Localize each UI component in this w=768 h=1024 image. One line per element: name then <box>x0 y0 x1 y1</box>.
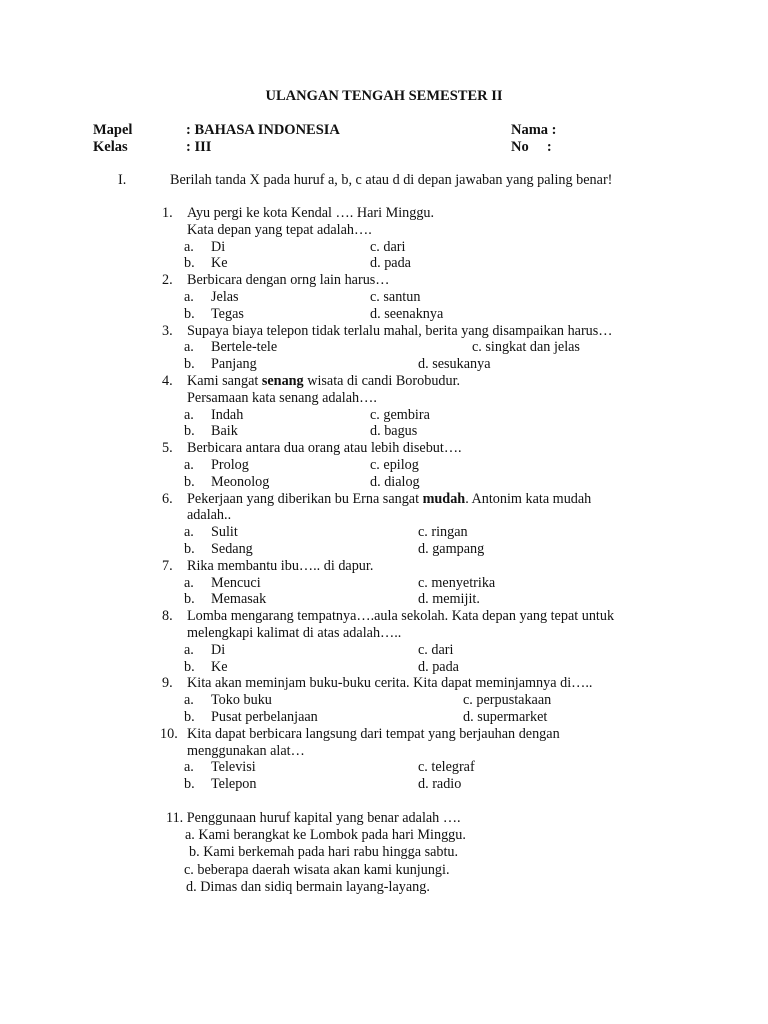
question-text: menggunakan alat… <box>187 742 305 759</box>
option-d: d. seenaknya <box>370 305 444 322</box>
option-c: c. dari <box>370 238 406 255</box>
option-c: c. perpustakaan <box>463 692 552 709</box>
question-text: melengkapi kalimat di atas adalah….. <box>187 624 402 641</box>
no-label: No : <box>511 139 552 155</box>
option-letter: a. <box>184 641 194 658</box>
option-letter: a. <box>184 456 194 473</box>
option-d: d. dialog <box>370 473 420 490</box>
question-number: 5. <box>162 440 173 457</box>
option-b: Panjang <box>211 356 257 373</box>
option-letter: b. <box>184 356 195 373</box>
option-letter: b. <box>184 473 195 490</box>
option-d: d. bagus <box>370 423 418 440</box>
question-4 <box>0 373 768 440</box>
option-letter: a. <box>184 524 194 541</box>
question-7 <box>0 558 768 608</box>
question-8 <box>0 608 768 675</box>
option-letter: a. <box>184 406 194 423</box>
option-d: d. radio <box>418 776 462 793</box>
option-b: Ke <box>211 255 228 272</box>
question-text: Berbicara dengan orng lain harus… <box>187 272 390 289</box>
question-number: 3. <box>162 322 173 339</box>
question-number: 9. <box>162 675 173 692</box>
kelas-value: : III <box>186 139 212 155</box>
question-text: Supaya biaya telepon tidak terlalu mahal, berita yang disampaikan harus… <box>187 322 613 339</box>
option-a: Sulit <box>211 524 238 541</box>
option-a: Televisi <box>211 759 256 776</box>
nama-label: Nama : <box>511 122 557 138</box>
option-b: Pusat perbelanjaan <box>211 708 318 725</box>
option-a: Di <box>211 641 226 658</box>
option-a: a. Kami berangkat ke Lombok pada hari Minggu. <box>185 827 466 844</box>
option-b: b. Kami berkemah pada hari rabu hingga sabtu. <box>189 844 459 861</box>
instruction-text: Berilah tanda X pada huruf a, b, c atau d di depan jawaban yang paling benar! <box>170 172 613 188</box>
question-text: 11. Penggunaan huruf kapital yang benar adalah …. <box>166 810 461 826</box>
mapel-label: Mapel <box>93 122 133 138</box>
question-2 <box>0 272 768 322</box>
question-3 <box>0 323 768 373</box>
option-letter: b. <box>184 540 195 557</box>
option-b: Tegas <box>211 305 244 322</box>
bold-word: senang <box>261 372 304 389</box>
option-letter: b. <box>184 708 195 725</box>
option-letter: b. <box>184 255 195 272</box>
option-d: d. Dimas dan sidiq bermain layang-layang. <box>186 878 430 895</box>
option-letter: a. <box>184 759 194 776</box>
question-text: Persamaan kata senang adalah…. <box>187 389 377 406</box>
question-text: Berbicara antara dua orang atau lebih disebut…. <box>187 440 462 457</box>
question-number: 8. <box>162 608 173 625</box>
option-d: d. pada <box>418 658 459 675</box>
option-d: d. memijit. <box>418 591 480 608</box>
option-d: d. supermarket <box>463 708 548 725</box>
option-letter: b. <box>184 658 195 675</box>
option-a: Di <box>211 238 226 255</box>
question-number: 10. <box>160 725 178 742</box>
kelas-label: Kelas <box>93 139 128 155</box>
option-a: Jelas <box>211 288 239 305</box>
option-letter: b. <box>184 591 195 608</box>
option-letter: a. <box>184 339 194 356</box>
option-b: Sedang <box>211 540 253 557</box>
option-a: Toko buku <box>211 692 272 709</box>
page-title: ULANGAN TENGAH SEMESTER II <box>265 88 503 104</box>
question-number: 7. <box>162 557 173 574</box>
instruction-number: I. <box>118 172 127 188</box>
option-d: d. pada <box>370 255 411 272</box>
option-letter: a. <box>184 288 194 305</box>
option-c: c. gembira <box>370 406 430 423</box>
question-text: adalah.. <box>187 507 232 524</box>
question-number: 6. <box>162 490 173 507</box>
question-text: Pekerjaan yang diberikan bu Erna sangat mudah. Antonim kata mudah <box>187 490 592 507</box>
option-letter: a. <box>184 574 194 591</box>
option-c: c. beberapa daerah wisata akan kami kunjungi. <box>184 861 450 878</box>
option-c: c. epilog <box>370 456 419 473</box>
question-10 <box>0 726 768 793</box>
option-d: d. sesukanya <box>418 356 491 373</box>
option-c: c. dari <box>418 641 454 658</box>
option-letter: a. <box>184 692 194 709</box>
question-list <box>0 205 768 793</box>
option-a: Indah <box>211 406 244 423</box>
mapel-value: : BAHASA INDONESIA <box>186 122 340 138</box>
option-c: c. ringan <box>418 524 468 541</box>
question-9 <box>0 675 768 725</box>
option-c: c. telegraf <box>418 759 475 776</box>
question-5 <box>0 440 768 490</box>
question-text: Kita akan meminjam buku-buku cerita. Kita dapat meminjamnya di….. <box>187 675 593 692</box>
option-b: Meonolog <box>211 473 270 490</box>
question-text: Rika membantu ibu….. di dapur. <box>187 557 374 574</box>
question-number: 1. <box>162 205 173 221</box>
question-11 <box>0 810 768 896</box>
option-c: c. santun <box>370 288 421 305</box>
question-1 <box>0 205 768 272</box>
option-letter: b. <box>184 305 195 322</box>
option-b: Memasak <box>211 591 267 608</box>
option-letter: a. <box>184 238 194 255</box>
question-number: 2. <box>162 272 173 289</box>
option-b: Telepon <box>211 776 257 793</box>
question-text: Kata depan yang tepat adalah…. <box>187 221 372 238</box>
option-d: d. gampang <box>418 540 485 557</box>
option-a: Prolog <box>211 456 249 473</box>
option-a: Bertele-tele <box>211 339 278 356</box>
question-text: Ayu pergi ke kota Kendal …. Hari Minggu. <box>187 205 435 221</box>
option-b: Baik <box>211 423 238 440</box>
question-text: Kami sangat senang wisata di candi Borobudur. <box>187 372 461 389</box>
option-letter: b. <box>184 423 195 440</box>
option-c: c. menyetrika <box>418 574 496 591</box>
question-text: Lomba mengarang tempatnya….aula sekolah. Kata depan yang tepat untuk <box>187 608 615 625</box>
option-c: c. singkat dan jelas <box>472 339 580 356</box>
option-a: Mencuci <box>211 574 261 591</box>
question-text: Kita dapat berbicara langsung dari tempat yang berjauhan dengan <box>187 725 560 742</box>
question-6 <box>0 491 768 558</box>
option-b: Ke <box>211 658 228 675</box>
question-number: 4. <box>162 372 173 389</box>
bold-word: mudah <box>422 490 466 507</box>
option-letter: b. <box>184 776 195 793</box>
